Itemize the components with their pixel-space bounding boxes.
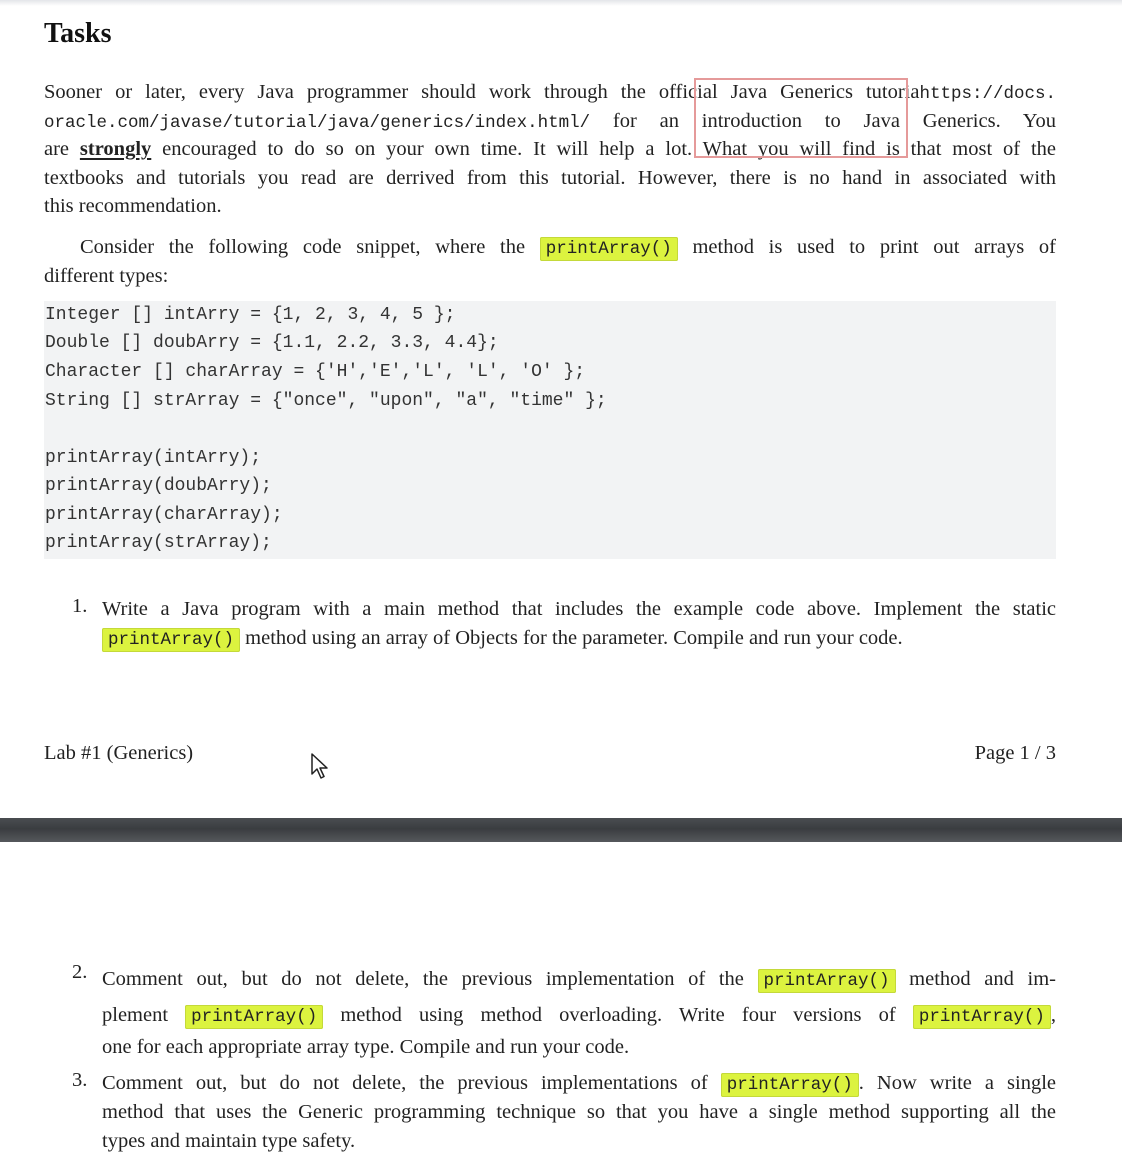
printarray-highlight: printArray() — [540, 237, 678, 261]
code-line: Double [] doubArry = {1.1, 2.2, 3.3, 4.4}; — [45, 333, 499, 353]
footer-left: Lab #1 (Generics) — [44, 742, 194, 764]
printarray-highlight: printArray() — [102, 628, 240, 652]
tutorial-url-part2[interactable]: oracle.com/javase/tutorial/java/generics/index.html/ — [44, 112, 591, 133]
strongly-emphasis: strongly — [79, 138, 152, 160]
annotation-box-top — [694, 78, 908, 108]
code-line: printArray(doubArry); — [45, 476, 272, 496]
intro-line-1: Sooner or later, every Java programmer should work through the official Java Generics tutoriahttps://docs. — [44, 81, 1056, 104]
intro-line-2: oracle.com/javase/tutorial/java/generics/index.html/ for an introduction to Java Generics. You — [44, 109, 1056, 133]
task-body — [102, 1069, 1056, 1156]
intro-line-3: are strongly encouraged to do so on your own time. It will help a lot. What you will find is that most of the — [44, 138, 1056, 160]
code-line: Character [] charArray = {'H','E','L', 'L', 'O' }; — [45, 362, 586, 382]
intro-line-5: this recommendation. — [44, 195, 222, 217]
task-3-line-1: Comment out, but do not delete, the previous implementations of printArray() . Now write a single — [102, 1072, 1057, 1095]
tutorial-url-part1[interactable]: https://docs. — [919, 84, 1056, 104]
top-shadow — [0, 0, 1122, 6]
task-2-line-3: one for each appropriate array type. Compile and run your code. — [102, 1036, 630, 1058]
printarray-highlight: printArray() — [721, 1073, 859, 1097]
task-1-line-2: printArray() method using an array of Objects for the parameter. Compile and run your code. — [102, 624, 1056, 653]
consider-line-1: Consider the following code snippet, where the printArray() method is used to print out arrays of — [80, 236, 1056, 259]
page-2 — [0, 842, 1122, 1164]
tutorial-link-text[interactable]: Java Generics tutoria — [730, 81, 920, 103]
code-line: printArray(intArry); — [45, 448, 262, 468]
section-title: Tasks — [44, 18, 112, 49]
mouse-pointer-icon — [310, 752, 332, 780]
consider-paragraph — [44, 233, 1056, 290]
annotation-box-bottom — [694, 106, 908, 158]
code-block — [44, 301, 1056, 559]
printarray-highlight: printArray() — [913, 1005, 1051, 1029]
code-line: String [] strArray = {"once", "upon", "a", "time" }; — [45, 391, 607, 411]
task-3-line-2: method that uses the Generic programming technique so that you have a single method supporting all the — [102, 1101, 1056, 1123]
task-2-line-2: plement printArray() method using method overloading. Write four versions of printArray() , — [102, 1004, 1056, 1027]
task-number: 2. — [72, 961, 88, 983]
page-separator — [0, 818, 1122, 842]
printarray-highlight: printArray() — [758, 969, 896, 993]
task-2-line-1: Comment out, but do not delete, the previous implementation of the printArray() method and im- — [102, 968, 1056, 991]
consider-line-2: different types: — [44, 264, 169, 287]
task-body — [102, 961, 1056, 1062]
code-line: printArray(strArray); — [45, 533, 272, 553]
task-1-line-1: Write a Java program with a main method that includes the example code above. Implement the static — [102, 598, 1056, 620]
footer-page-number: Page 1 / 3 — [974, 742, 1056, 764]
task-3-line-3: types and maintain type safety. — [102, 1130, 356, 1152]
intro-line-4: textbooks and tutorials you read are derrived from this tutorial. However, there is no hand in associated with — [44, 166, 1056, 189]
task-number: 3. — [72, 1069, 88, 1091]
task-number: 1. — [72, 595, 88, 617]
printarray-highlight: printArray() — [185, 1005, 323, 1029]
code-line: printArray(charArray); — [45, 505, 283, 525]
code-line: Integer [] intArry = {1, 2, 3, 4, 5 }; — [45, 305, 456, 325]
task-body — [102, 595, 1056, 653]
